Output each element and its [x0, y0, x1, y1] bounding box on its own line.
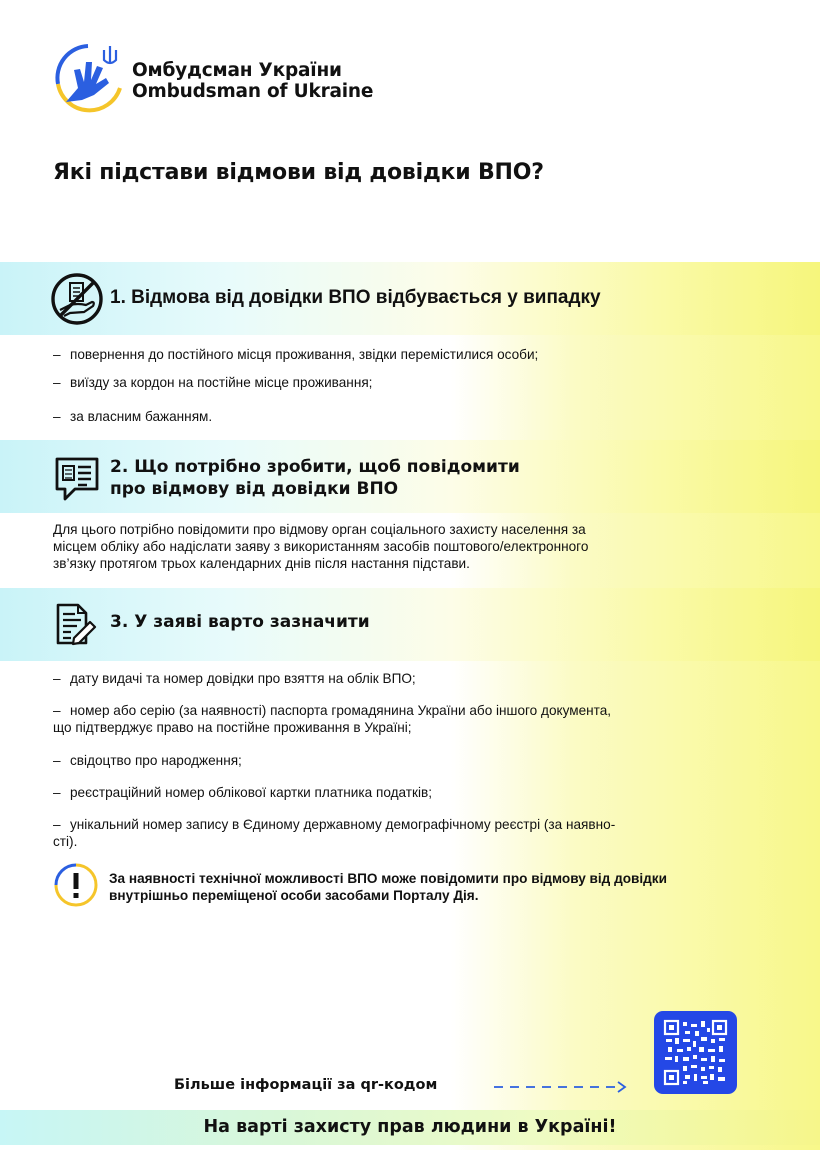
list-item: – виїзду за кордон на постійне місце проживання; — [53, 375, 373, 390]
section-1-heading: 1. Відмова від довідки ВПО відбувається у випадку — [110, 287, 601, 308]
logo-name-uk: Омбудсман України — [132, 60, 342, 81]
notice-text-line1: За наявності технічної можливості ВПО може повідомити про відмову від довідки — [109, 871, 667, 886]
no-document-hand-icon — [50, 272, 104, 326]
document-pencil-icon — [54, 602, 98, 646]
page-title: Які підстави відмови від довідки ВПО? — [53, 160, 544, 185]
qr-info-label: Більше інформації за qr-кодом — [174, 1077, 438, 1093]
list-item: – свідоцтво про народження; — [53, 753, 242, 768]
qr-code[interactable] — [654, 1011, 737, 1094]
list-item: – дату видачі та номер довідки про взяття на облік ВПО; — [53, 671, 416, 686]
list-item-continuation: що підтверджує право на постійне проживання в Україні; — [53, 720, 412, 735]
ombudsman-logo — [52, 40, 382, 120]
list-item: – повернення до постійного місця проживання, звідки перемістилися особи; — [53, 347, 539, 362]
notice-text-line2: внутрішньо переміщеної особи засобами Порталу Дія. — [109, 888, 479, 903]
list-item: – реєстраційний номер облікової картки платника податків; — [53, 785, 432, 800]
section-2-heading: 2. Що потрібно зробити, щоб повідомити про відмову від довідки ВПО — [110, 457, 520, 499]
list-item: – номер або серію (за наявності) паспорта громадянина України або іншого документа, — [53, 703, 612, 718]
dashed-arrow-right-icon — [492, 1080, 628, 1094]
list-item: – за власним бажанням. — [53, 409, 213, 424]
message-document-icon — [53, 455, 101, 503]
qr-code-icon — [663, 1019, 728, 1086]
logo-name-en: Ombudsman of Ukraine — [132, 81, 374, 102]
exclamation-icon — [53, 862, 99, 908]
list-item-continuation: сті). — [53, 834, 78, 849]
section-2-paragraph: Для цього потрібно повідомити про відмову орган соціального захисту населення за місцем обліку або надіслати заяву з використанням засобів поштового/електронного зв’язку протягом трьох календарних днів після настання підстави. — [53, 522, 589, 571]
notice — [53, 862, 667, 913]
ombudsman-hand-emblem-icon — [52, 40, 128, 120]
list-item: – унікальний номер запису в Єдиному державному демографічному реєстрі (за наявно- — [53, 817, 616, 832]
footer-slogan: На варті захисту прав людини в Україні! — [203, 1117, 617, 1137]
section-3-heading: 3. У заяві варто зазначити — [110, 612, 370, 632]
